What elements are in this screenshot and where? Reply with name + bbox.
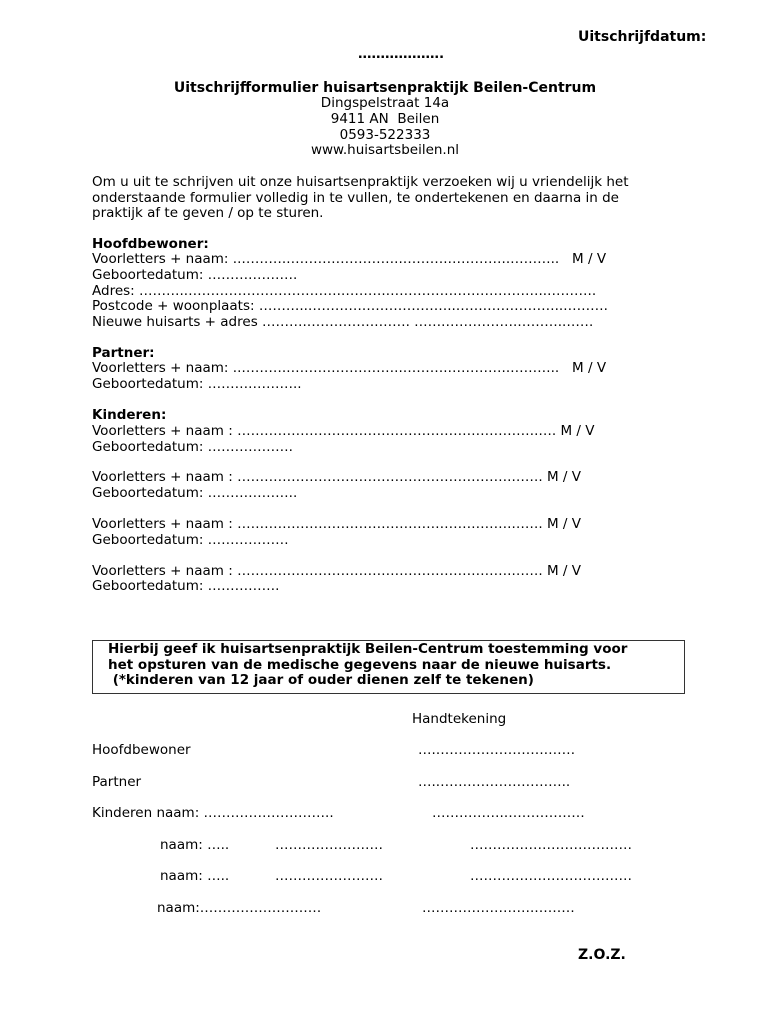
kind-birthdate-field[interactable]: Geboortedatum: ……………….. xyxy=(92,485,298,501)
zoz-note: Z.O.Z. xyxy=(578,947,626,963)
kind-naam-field[interactable]: …………………… xyxy=(275,837,383,853)
hoofdbewoner-postcode-field[interactable]: Postcode + woonplaats: ………..………….………………..…….……………..………. xyxy=(92,298,608,314)
signature-heading: Handtekening xyxy=(412,711,507,727)
kind-naam-label[interactable]: naam:……………………… xyxy=(157,900,322,916)
kind-birthdate-field[interactable]: Geboortedatum: ………………. xyxy=(92,439,293,455)
partner-birthdate-field[interactable]: Geboortedatum: ……….……….. xyxy=(92,376,302,392)
form-title: Uitschrijfformulier huisartsenpraktijk Beilen-Centrum xyxy=(173,80,597,96)
kinderen-signature-field[interactable]: …………….……………… xyxy=(432,805,585,821)
kind-naam-field[interactable]: …………………… xyxy=(275,868,383,884)
website-line: www.huisartsbeilen.nl xyxy=(310,142,460,158)
hoofdbewoner-address-field[interactable]: Adres: ………..…………………………….……….…………….………………..……….. xyxy=(92,283,597,299)
intro-line: praktijk af te geven / op te sturen. xyxy=(92,205,324,221)
kind-birthdate-field[interactable]: Geboortedatum: ……………… xyxy=(92,532,289,548)
kind-birthdate-field[interactable]: Geboortedatum: ……………. xyxy=(92,578,280,594)
kind-naam-label[interactable]: naam: ….. xyxy=(160,837,230,853)
hoofdbewoner-heading: Hoofdbewoner: xyxy=(92,236,209,252)
kind-signature-field[interactable]: …………………….……… xyxy=(422,900,575,916)
consent-line: het opsturen van de medische gegevens naar de nieuwe huisarts. xyxy=(108,657,612,673)
kind-signature-field[interactable]: ……………………………… xyxy=(470,868,632,884)
intro-line: Om u uit te schrijven uit onze huisartsenpraktijk verzoeken wij u vriendelijk het xyxy=(92,174,629,190)
phone-line: 0593-522333 xyxy=(339,127,431,143)
hoofdbewoner-new-gp-field[interactable]: Nieuwe huisarts + adres ……….…………….……. …….…………….………..…… xyxy=(92,314,594,330)
kind-name-field[interactable]: Voorletters + naam : …………………………………………………….……. M / V xyxy=(92,469,581,485)
kind-name-field[interactable]: Voorletters + naam : …………………………………………………….……. M / V xyxy=(92,516,581,532)
kind-name-field[interactable]: Voorletters + naam : ………………………………………………………….…. M / V xyxy=(92,423,595,439)
kind-signature-field[interactable]: ……………………………… xyxy=(470,837,632,853)
date-dots: ………………. xyxy=(358,46,445,62)
kinderen-heading: Kinderen: xyxy=(92,407,167,423)
kinderen-signature-label[interactable]: Kinderen naam: ……………………….. xyxy=(92,805,334,821)
kind-naam-label[interactable]: naam: ….. xyxy=(160,868,230,884)
date-label: Uitschrijfdatum: xyxy=(578,29,707,45)
hoofdbewoner-name-field[interactable]: Voorletters + naam: ..……….……………………..……….…………..……….. M / V xyxy=(92,251,607,267)
address-line: 9411 AN Beilen xyxy=(330,111,440,127)
partner-name-field[interactable]: Voorletters + naam: ..……….……………………..……….…………..……….. M / V xyxy=(92,360,607,376)
partner-signature-label: Partner xyxy=(92,774,142,790)
partner-heading: Partner: xyxy=(92,345,155,361)
consent-line: Hierbij geef ik huisartsenpraktijk Beilen-Centrum toestemming voor xyxy=(108,641,628,657)
hoofdbewoner-signature-label: Hoofdbewoner xyxy=(92,742,191,758)
hoofdbewoner-signature-field[interactable]: ….…………………….…… xyxy=(418,742,576,758)
consent-note: (*kinderen van 12 jaar of ouder dienen zelf te tekenen) xyxy=(108,672,534,688)
partner-signature-field[interactable]: …..……………………….. xyxy=(418,774,571,790)
address-line: Dingspelstraat 14a xyxy=(320,95,450,111)
intro-line: onderstaande formulier volledig in te vullen, te ondertekenen en daarna in de xyxy=(92,190,619,206)
kind-name-field[interactable]: Voorletters + naam : …………………………………………………….……. M / V xyxy=(92,563,581,579)
hoofdbewoner-birthdate-field[interactable]: Geboortedatum: ……….………. xyxy=(92,267,298,283)
